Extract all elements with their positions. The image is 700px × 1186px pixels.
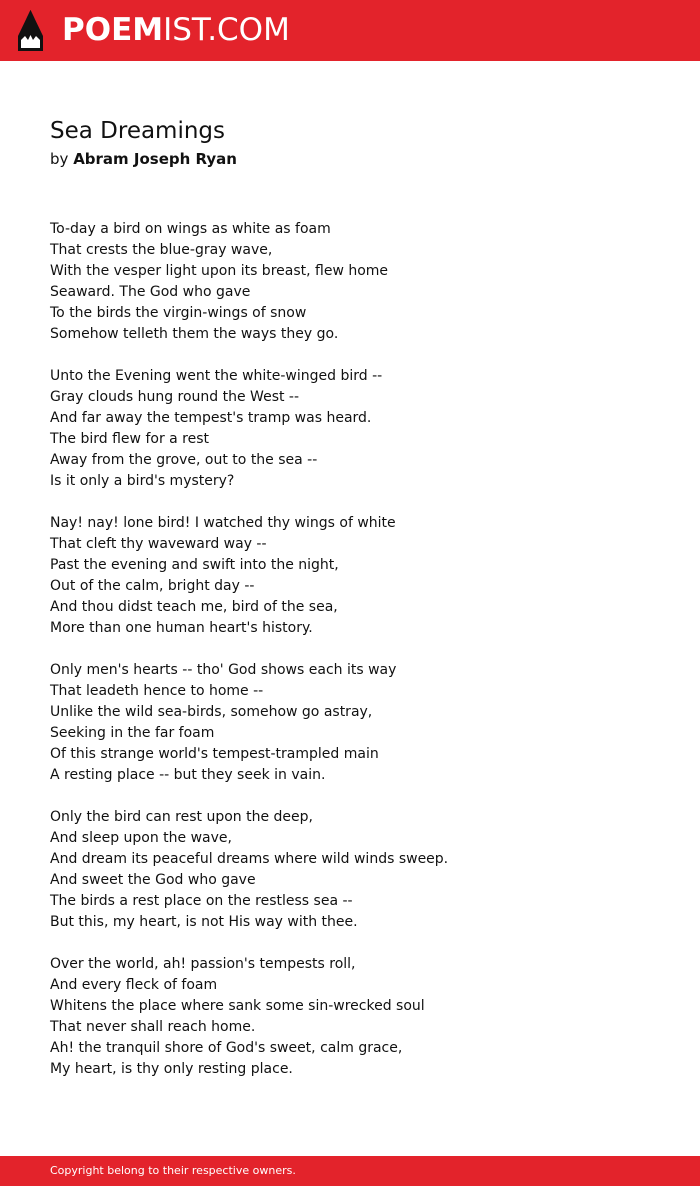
by-label: by — [50, 150, 69, 168]
copyright-text: Copyright belong to their respective owners. — [50, 1164, 296, 1177]
poem-line: But this, my heart, is not His way with thee. — [50, 914, 358, 930]
poem-line: And thou didst teach me, bird of the sea, — [50, 599, 338, 615]
poem-line: Gray clouds hung round the West -- — [50, 389, 300, 405]
site-header — [0, 0, 700, 61]
poem-line: That cleft thy waveward way -- — [50, 536, 267, 552]
poem-line: Somehow telleth them the ways they go. — [50, 326, 339, 342]
poem-author: Abram Joseph Ryan — [73, 150, 237, 168]
poem-line: To-day a bird on wings as white as foam — [50, 221, 331, 237]
poem-stanza — [50, 660, 670, 786]
poem-line: Out of the calm, bright day -- — [50, 578, 255, 594]
poem-line: And every fleck of foam — [50, 977, 218, 993]
poem-stanza — [50, 807, 670, 933]
poem-line: The birds a rest place on the restless sea -- — [50, 893, 353, 909]
poem-line: More than one human heart's history. — [50, 620, 313, 636]
poem-line: Seaward. The God who gave — [50, 284, 251, 300]
poem-line: And sweet the God who gave — [50, 872, 256, 888]
poem-body — [50, 219, 670, 1101]
poem-line: Over the world, ah! passion's tempests roll, — [50, 956, 356, 972]
poem-line: The bird flew for a rest — [50, 431, 210, 447]
poem-line: Of this strange world's tempest-trampled main — [50, 746, 379, 762]
pencil-tip-icon — [18, 10, 43, 51]
poem-line: And dream its peaceful dreams where wild winds sweep. — [50, 851, 449, 867]
logo-light-text: IST.COM — [163, 12, 290, 48]
poem-line: Is it only a bird's mystery? — [50, 473, 235, 489]
poem-line: To the birds the virgin-wings of snow — [50, 305, 307, 321]
poem-line: Unto the Evening went the white-winged bird -- — [50, 368, 383, 384]
poem-line: And sleep upon the wave, — [50, 830, 232, 846]
poem-line: Nay! nay! lone bird! I watched thy wings of white — [50, 515, 396, 531]
poem-title: Sea Dreamings — [50, 118, 226, 144]
poem-line: Ah! the tranquil shore of God's sweet, calm grace, — [50, 1040, 403, 1056]
poem-stanza — [50, 219, 670, 345]
poem-byline — [50, 149, 237, 169]
poem-stanza — [50, 954, 670, 1080]
poem-line: That leadeth hence to home -- — [50, 683, 264, 699]
poem-stanza — [50, 513, 670, 639]
poem-stanza — [50, 366, 670, 492]
poem-line: Away from the grove, out to the sea -- — [50, 452, 318, 468]
poem-line: And far away the tempest's tramp was heard. — [50, 410, 372, 426]
poem-line: Unlike the wild sea-birds, somehow go astray, — [50, 704, 373, 720]
poem-line: My heart, is thy only resting place. — [50, 1061, 293, 1077]
poem-line: That crests the blue-gray wave, — [50, 242, 273, 258]
logo-bold-text: POEM — [62, 12, 164, 48]
poem-line: Only the bird can rest upon the deep, — [50, 809, 313, 825]
poem-line: A resting place -- but they seek in vain. — [50, 767, 326, 783]
site-logo[interactable] — [62, 12, 290, 48]
poem-line: Seeking in the far foam — [50, 725, 215, 741]
poem-line: Only men's hearts -- tho' God shows each its way — [50, 662, 397, 678]
poem-line: With the vesper light upon its breast, flew home — [50, 263, 389, 279]
poem-line: Past the evening and swift into the night, — [50, 557, 339, 573]
poem-line: Whitens the place where sank some sin-wrecked soul — [50, 998, 425, 1014]
site-footer — [0, 1156, 700, 1186]
poem-line: That never shall reach home. — [50, 1019, 256, 1035]
